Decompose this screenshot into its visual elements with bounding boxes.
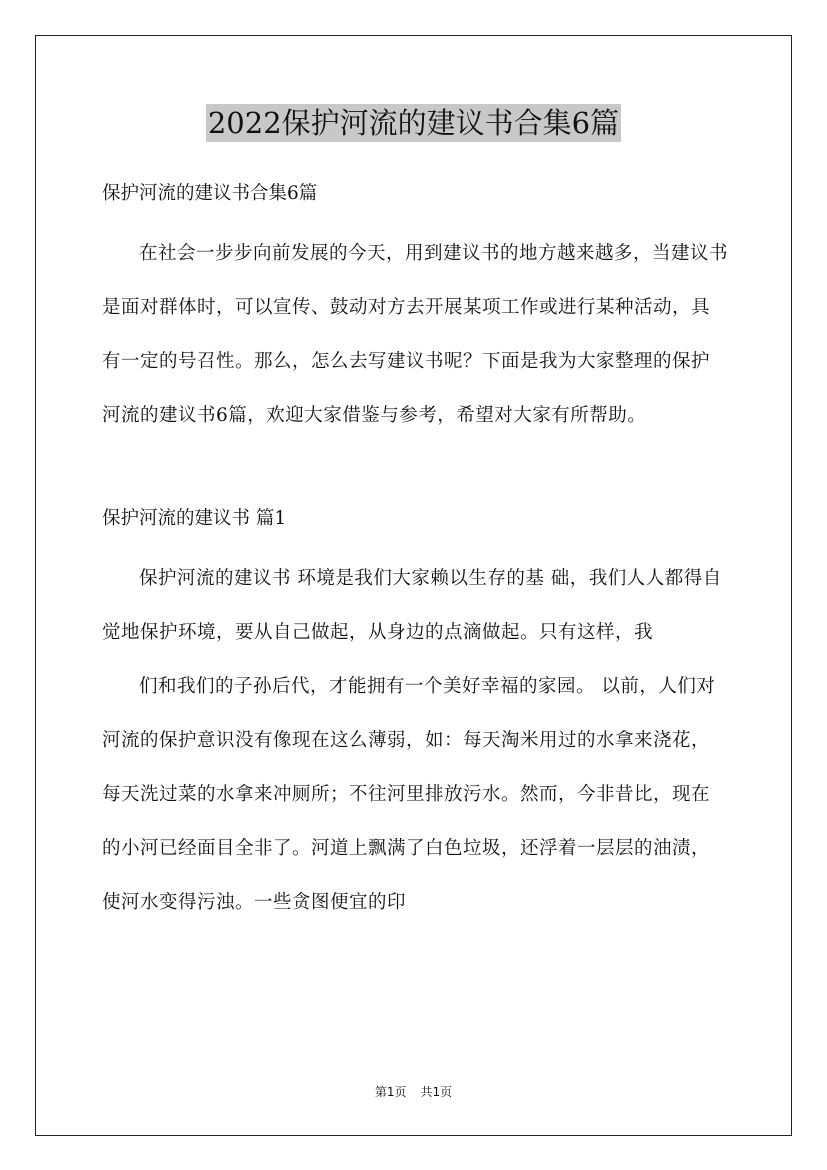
intro-paragraph: 在社会一步步向前发展的今天，用到建议书的地方越来越多，当建议书是面对群体时，可以宣传、鼓动对方去开展某项工作或进行某种活动，具有一定的号召性。那么，怎么去写建议书呢？下面是我为大家整理的保护河流的建议书6篇，欢迎大家借鉴与参考，希望对大家有所帮助。 <box>102 243 729 426</box>
document-title: 2022保护河流的建议书合集6篇 <box>207 106 620 140</box>
section-heading: 保护河流的建议书 篇1 <box>102 508 287 529</box>
body-paragraph: 们和我们的子孙后代，才能拥有一个美好幸福的家园。 以前，人们对河流的保护意识没有像现在这么薄弱，如：每天淘米用过的水拿来浇花，每天洗过菜的水拿来冲厕所；不往河里排放污水。然而，今非昔比，现在的小河已经面目全非了。河道上飘满了白色垃圾，还浮着一层层的油渍，使河水变得污浊。一些贪图便宜的印 <box>102 676 716 913</box>
title-container <box>0 104 827 142</box>
document-body <box>102 176 728 930</box>
page-number: 第1页 <box>374 1085 407 1099</box>
page-total: 共1页 <box>420 1085 453 1099</box>
page-footer <box>0 1083 827 1100</box>
body-paragraph: 保护河流的建议书 环境是我们大家赖以生存的基 础，我们人人都得自觉地保护环境，要从自己做起，从身边的点滴做起。只有这样，我 <box>102 568 722 643</box>
section-spacer <box>102 443 728 501</box>
subtitle: 保护河流的建议书合集6篇 <box>102 183 318 204</box>
